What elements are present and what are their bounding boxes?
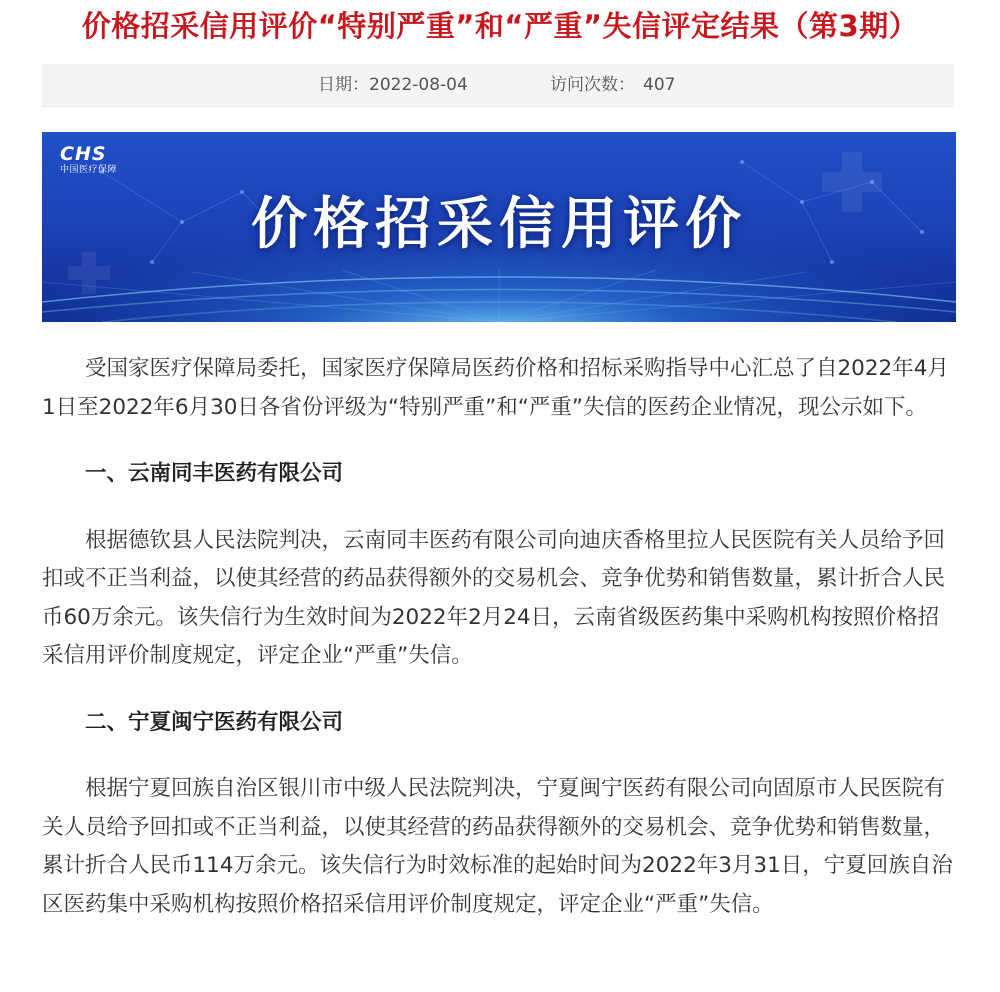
- article-meta-bar: [42, 64, 954, 107]
- visits-label: 访问次数：: [550, 75, 635, 95]
- banner-image: [42, 132, 956, 322]
- article-body: [42, 350, 956, 924]
- logo-text: 中国医疗保障: [60, 165, 118, 175]
- page-title: 价格招采信用评价“特别严重”和“严重”失信评定结果（第3期）: [81, 9, 919, 43]
- section-paragraph: 根据德钦县人民法院判决，云南同丰医药有限公司向迪庆香格里拉人民医院有关人员给予回扣或不正当利益，以使其经营的药品获得额外的交易机会、竞争优势和销售数量，累计折合人民币60万余元。该失信行为生效时间为2022年2月24日，云南省级医药集中采购机构按照价格招采信用评价制度规定，评定企业“严重”失信。: [42, 527, 946, 668]
- section-heading: 二、宁夏闽宁医药有限公司: [85, 709, 344, 735]
- intro-paragraph: 受国家医疗保障局委托，国家医疗保障局医药价格和招标采购指导中心汇总了自2022年4月1日至2022年6月30日各省份评级为“特别严重”和“严重”失信的医药企业情况，现公示如下。: [42, 356, 949, 420]
- date-value: 2022-08-04: [369, 75, 468, 95]
- visits-value: 407: [643, 75, 676, 95]
- logo-mark: CHS: [60, 143, 107, 165]
- banner-title: 价格招采信用评价: [251, 192, 747, 257]
- section-paragraph: 根据宁夏回族自治区银川市中级人民法院判决，宁夏闽宁医药有限公司向固原市人民医院有关人员给予回扣或不正当利益，以使其经营的药品获得额外的交易机会、竞争优势和销售数量，累计折合人民币114万余元。该失信行为时效标准的起始时间为2022年3月31日，宁夏回族自治区医药集中采购机构按照价格招采信用评价制度规定，评定企业“严重”失信。: [42, 776, 953, 917]
- section-heading: 一、云南同丰医药有限公司: [85, 461, 344, 486]
- visit-count: [550, 64, 675, 106]
- publish-date: [318, 64, 468, 106]
- date-label: 日期：: [318, 75, 369, 95]
- chs-logo: [60, 144, 117, 176]
